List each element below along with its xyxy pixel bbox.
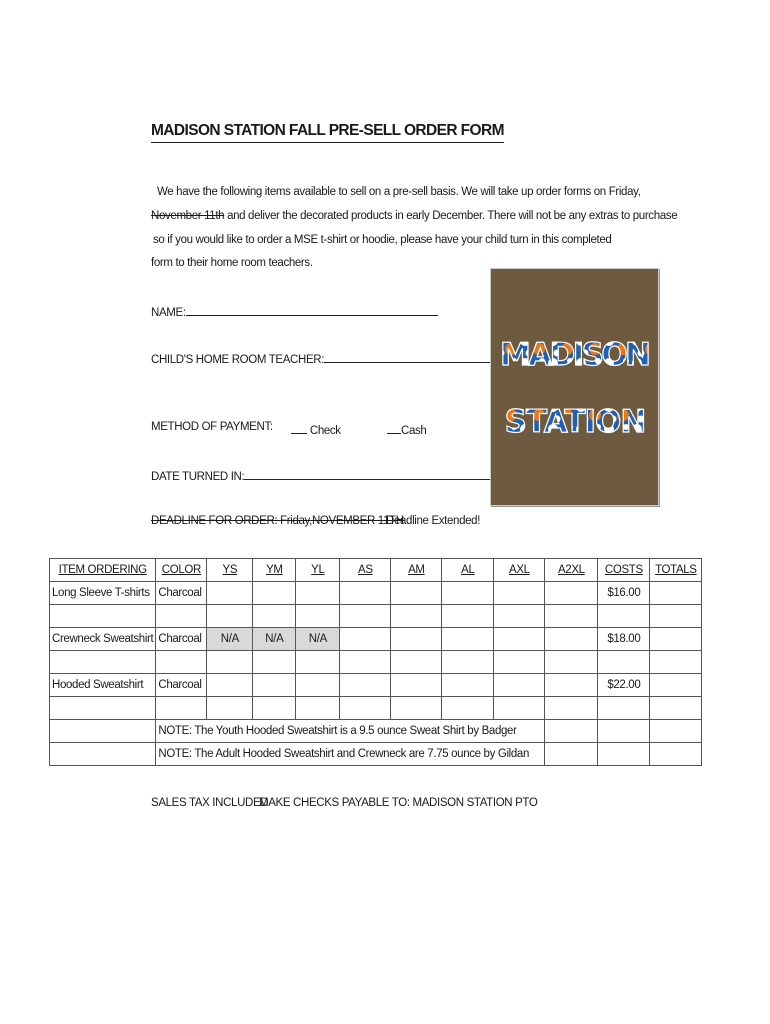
teacher-field[interactable] <box>151 350 518 366</box>
size-am-cell[interactable] <box>391 697 442 720</box>
date-field[interactable] <box>151 467 496 483</box>
header-cell: YS <box>207 559 253 582</box>
size-ym-cell[interactable] <box>253 674 296 697</box>
header-cell: YL <box>296 559 340 582</box>
size-al-cell[interactable] <box>442 697 494 720</box>
note-spacer-cell <box>50 720 156 743</box>
intro-strike-date: November 11th <box>151 210 225 222</box>
header-cell: YM <box>253 559 296 582</box>
size-ym-cell[interactable] <box>253 651 296 674</box>
size-ys-cell[interactable] <box>207 582 253 605</box>
note-row <box>50 720 702 743</box>
size-yl-cell[interactable] <box>296 651 340 674</box>
note-empty-cell <box>650 743 702 766</box>
check-label: Check <box>309 425 341 437</box>
intro-line-3: so if you would like to order a MSE t-shirt or hoodie, please have your child turn in this completed <box>153 234 612 246</box>
size-ys-cell[interactable] <box>207 697 253 720</box>
total-cell[interactable] <box>650 605 702 628</box>
size-ym-cell: N/A <box>253 628 296 651</box>
color-cell: Charcoal <box>156 674 207 697</box>
size-am-cell[interactable] <box>391 628 442 651</box>
teacher-label: CHILD'S HOME ROOM TEACHER: <box>151 354 325 366</box>
header-cell: A2XL <box>545 559 598 582</box>
note-empty-cell <box>598 743 650 766</box>
size-al-cell[interactable] <box>442 628 494 651</box>
size-a2xl-cell[interactable] <box>545 651 598 674</box>
color-cell <box>156 605 207 628</box>
header-cell: AM <box>391 559 442 582</box>
size-a2xl-cell[interactable] <box>545 582 598 605</box>
size-yl-cell[interactable] <box>296 582 340 605</box>
date-blank[interactable] <box>244 467 496 480</box>
name-label: NAME: <box>151 307 186 319</box>
size-a2xl-cell[interactable] <box>545 697 598 720</box>
logo-artwork <box>491 269 658 505</box>
cost-cell: $16.00 <box>598 582 650 605</box>
size-ys-cell[interactable] <box>207 651 253 674</box>
name-blank[interactable] <box>186 303 438 316</box>
size-ys-cell[interactable] <box>207 605 253 628</box>
size-ym-cell[interactable] <box>253 582 296 605</box>
size-as-cell[interactable] <box>340 628 391 651</box>
check-blank[interactable] <box>291 421 307 434</box>
total-cell[interactable] <box>650 697 702 720</box>
size-ys-cell: N/A <box>207 628 253 651</box>
item-name-cell: Crewneck Sweatshirt <box>50 628 156 651</box>
size-axl-cell[interactable] <box>494 697 545 720</box>
teacher-blank[interactable] <box>324 350 518 363</box>
item-name-cell: Hooded Sweatshirt <box>50 674 156 697</box>
note-empty-cell <box>545 720 598 743</box>
logo-line-1: MADISON <box>500 337 650 373</box>
total-cell[interactable] <box>650 628 702 651</box>
header-cell: AXL <box>494 559 545 582</box>
header-cell: COLOR <box>156 559 207 582</box>
size-as-cell[interactable] <box>340 651 391 674</box>
payment-label: METHOD OF PAYMENT: <box>151 421 273 433</box>
size-axl-cell[interactable] <box>494 674 545 697</box>
size-axl-cell[interactable] <box>494 582 545 605</box>
old-deadline: DEADLINE FOR ORDER: Friday,NOVEMBER 11TH <box>151 515 404 527</box>
note-cell: NOTE: The Youth Hooded Sweatshirt is a 9.5 ounce Sweat Shirt by Badger <box>156 720 545 743</box>
size-yl-cell[interactable] <box>296 605 340 628</box>
table-row <box>50 605 702 628</box>
size-yl-cell[interactable] <box>296 697 340 720</box>
cash-label: Cash <box>401 425 427 437</box>
size-ym-cell[interactable] <box>253 697 296 720</box>
size-al-cell[interactable] <box>442 674 494 697</box>
table-row <box>50 697 702 720</box>
header-cell: TOTALS <box>650 559 702 582</box>
intro-line-1: We have the following items available to sell on a pre-sell basis. We will take up order forms on Friday, <box>157 186 641 198</box>
color-cell: Charcoal <box>156 582 207 605</box>
item-name-cell: Long Sleeve T-shirts <box>50 582 156 605</box>
check-option[interactable] <box>291 421 341 437</box>
cash-blank[interactable] <box>387 421 401 434</box>
size-as-cell[interactable] <box>340 582 391 605</box>
item-name-cell <box>50 651 156 674</box>
header-cell: AL <box>442 559 494 582</box>
table-row <box>50 674 702 697</box>
size-axl-cell[interactable] <box>494 605 545 628</box>
madison-station-logo <box>490 268 659 506</box>
payable-note: MAKE CHECKS PAYABLE TO: MADISON STATION PTO <box>259 797 538 809</box>
name-field[interactable] <box>151 303 438 319</box>
cost-cell <box>598 697 650 720</box>
color-cell <box>156 651 207 674</box>
order-table <box>49 558 702 766</box>
size-am-cell[interactable] <box>391 582 442 605</box>
size-yl-cell: N/A <box>296 628 340 651</box>
intro-line-4: form to their home room teachers. <box>151 257 313 269</box>
size-al-cell[interactable] <box>442 605 494 628</box>
header-cell: COSTS <box>598 559 650 582</box>
note-row <box>50 743 702 766</box>
form-title: MADISON STATION FALL PRE-SELL ORDER FORM <box>151 122 504 143</box>
size-axl-cell[interactable] <box>494 628 545 651</box>
note-empty-cell <box>598 720 650 743</box>
table-row <box>50 582 702 605</box>
total-cell[interactable] <box>650 582 702 605</box>
size-al-cell[interactable] <box>442 582 494 605</box>
cost-cell <box>598 605 650 628</box>
table-header-row <box>50 559 702 582</box>
table-row <box>50 651 702 674</box>
color-cell <box>156 697 207 720</box>
size-as-cell[interactable] <box>340 605 391 628</box>
size-ys-cell[interactable] <box>207 674 253 697</box>
note-empty-cell <box>650 720 702 743</box>
header-cell: ITEM ORDERING <box>50 559 156 582</box>
item-name-cell <box>50 605 156 628</box>
size-am-cell[interactable] <box>391 651 442 674</box>
size-am-cell[interactable] <box>391 674 442 697</box>
cash-option[interactable] <box>387 421 426 437</box>
logo-line-2: STATION <box>504 404 646 440</box>
deadline-extended: Deadline Extended! <box>386 515 481 527</box>
cost-cell: $18.00 <box>598 628 650 651</box>
size-al-cell[interactable] <box>442 651 494 674</box>
size-as-cell[interactable] <box>340 697 391 720</box>
size-a2xl-cell[interactable] <box>545 674 598 697</box>
note-cell: NOTE: The Adult Hooded Sweatshirt and Crewneck are 7.75 ounce by Gildan <box>156 743 545 766</box>
cost-cell: $22.00 <box>598 674 650 697</box>
total-cell[interactable] <box>650 674 702 697</box>
cost-cell <box>598 651 650 674</box>
note-spacer-cell <box>50 743 156 766</box>
note-empty-cell <box>545 743 598 766</box>
size-a2xl-cell[interactable] <box>545 628 598 651</box>
size-as-cell[interactable] <box>340 674 391 697</box>
sales-tax-note: SALES TAX INCLUDED <box>151 797 269 809</box>
color-cell: Charcoal <box>156 628 207 651</box>
intro-line-2-rest: and deliver the decorated products in early December. There will not be any extras to purchase <box>224 210 678 222</box>
table-row <box>50 628 702 651</box>
size-am-cell[interactable] <box>391 605 442 628</box>
total-cell[interactable] <box>650 651 702 674</box>
date-label: DATE TURNED IN: <box>151 471 245 483</box>
size-yl-cell[interactable] <box>296 674 340 697</box>
size-ym-cell[interactable] <box>253 605 296 628</box>
intro-line-2 <box>151 210 677 222</box>
item-name-cell <box>50 697 156 720</box>
size-a2xl-cell[interactable] <box>545 605 598 628</box>
header-cell: AS <box>340 559 391 582</box>
size-axl-cell[interactable] <box>494 651 545 674</box>
